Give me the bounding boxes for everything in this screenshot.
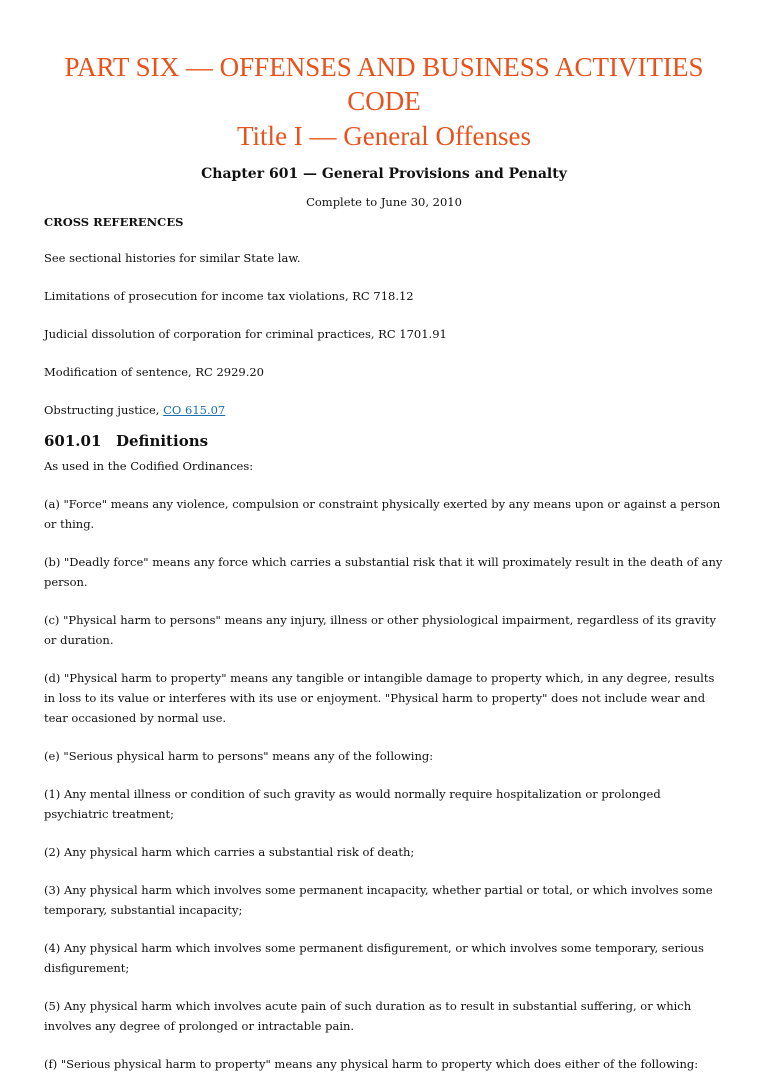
cross-reference-item-obstructing	[44, 400, 724, 420]
definition-paragraph: (d) "Physical harm to property" means any tangible or intangible damage to property which, in any degree, results in loss to its value or interferes with its use or enjoyment. "Physical harm to property" does not include wear and tear occasioned by normal use.	[44, 671, 715, 725]
definition-paragraph: (f) "Serious physical harm to property" means any physical harm to property which does either of the following:	[44, 1057, 699, 1071]
definition-paragraph: (b) "Deadly force" means any force which carries a substantial risk that it will proximately result in the death of any person.	[44, 555, 723, 589]
title-heading: Title I — General Offenses	[237, 121, 531, 151]
chapter-heading: Chapter 601 — General Provisions and Penalty	[201, 166, 567, 182]
section-number: 601.01	[44, 432, 102, 450]
section-intro: As used in the Codified Ordinances:	[44, 459, 254, 473]
section-title: Definitions	[116, 432, 209, 450]
cross-reference-item: See sectional histories for similar State law.	[44, 251, 301, 265]
cross-reference-item: Judicial dissolution of corporation for criminal practices, RC 1701.91	[44, 327, 447, 341]
definition-paragraph: (5) Any physical harm which involves acute pain of such duration as to result in substantial suffering, or which involves any degree of prolonged or intractable pain.	[44, 999, 692, 1033]
definition-paragraph: (4) Any physical harm which involves some permanent disfigurement, or which involves some temporary, serious disfigurement;	[44, 941, 704, 975]
definition-paragraph: (3) Any physical harm which involves some permanent incapacity, whether partial or total, or which involves some temporary, substantial incapacity;	[44, 883, 713, 917]
definition-paragraph: (1) Any mental illness or condition of such gravity as would normally require hospitalization or prolonged psychiatric treatment;	[44, 787, 661, 821]
definition-paragraph: (e) "Serious physical harm to persons" means any of the following:	[44, 749, 434, 763]
definition-paragraph: (2) Any physical harm which carries a substantial risk of death;	[44, 845, 415, 859]
definition-paragraph: (a) "Force" means any violence, compulsion or constraint physically exerted by any means upon or against a person or thing.	[44, 497, 721, 531]
section-heading	[44, 430, 724, 452]
definition-paragraph: (c) "Physical harm to persons" means any injury, illness or other physiological impairment, regardless of its gravity or duration.	[44, 613, 717, 647]
co-615-07-link[interactable]: CO 615.07	[163, 403, 226, 417]
completion-note: Complete to June 30, 2010	[306, 195, 462, 209]
document-page	[0, 50, 768, 1074]
cross-reference-item: Limitations of prosecution for income tax violations, RC 718.12	[44, 289, 414, 303]
part-title: PART SIX — OFFENSES AND BUSINESS ACTIVITIES CODE	[64, 52, 704, 116]
obstructing-label: Obstructing justice,	[44, 403, 164, 417]
cross-reference-item: Modification of sentence, RC 2929.20	[44, 365, 264, 379]
cross-references-heading: CROSS REFERENCES	[44, 215, 184, 229]
